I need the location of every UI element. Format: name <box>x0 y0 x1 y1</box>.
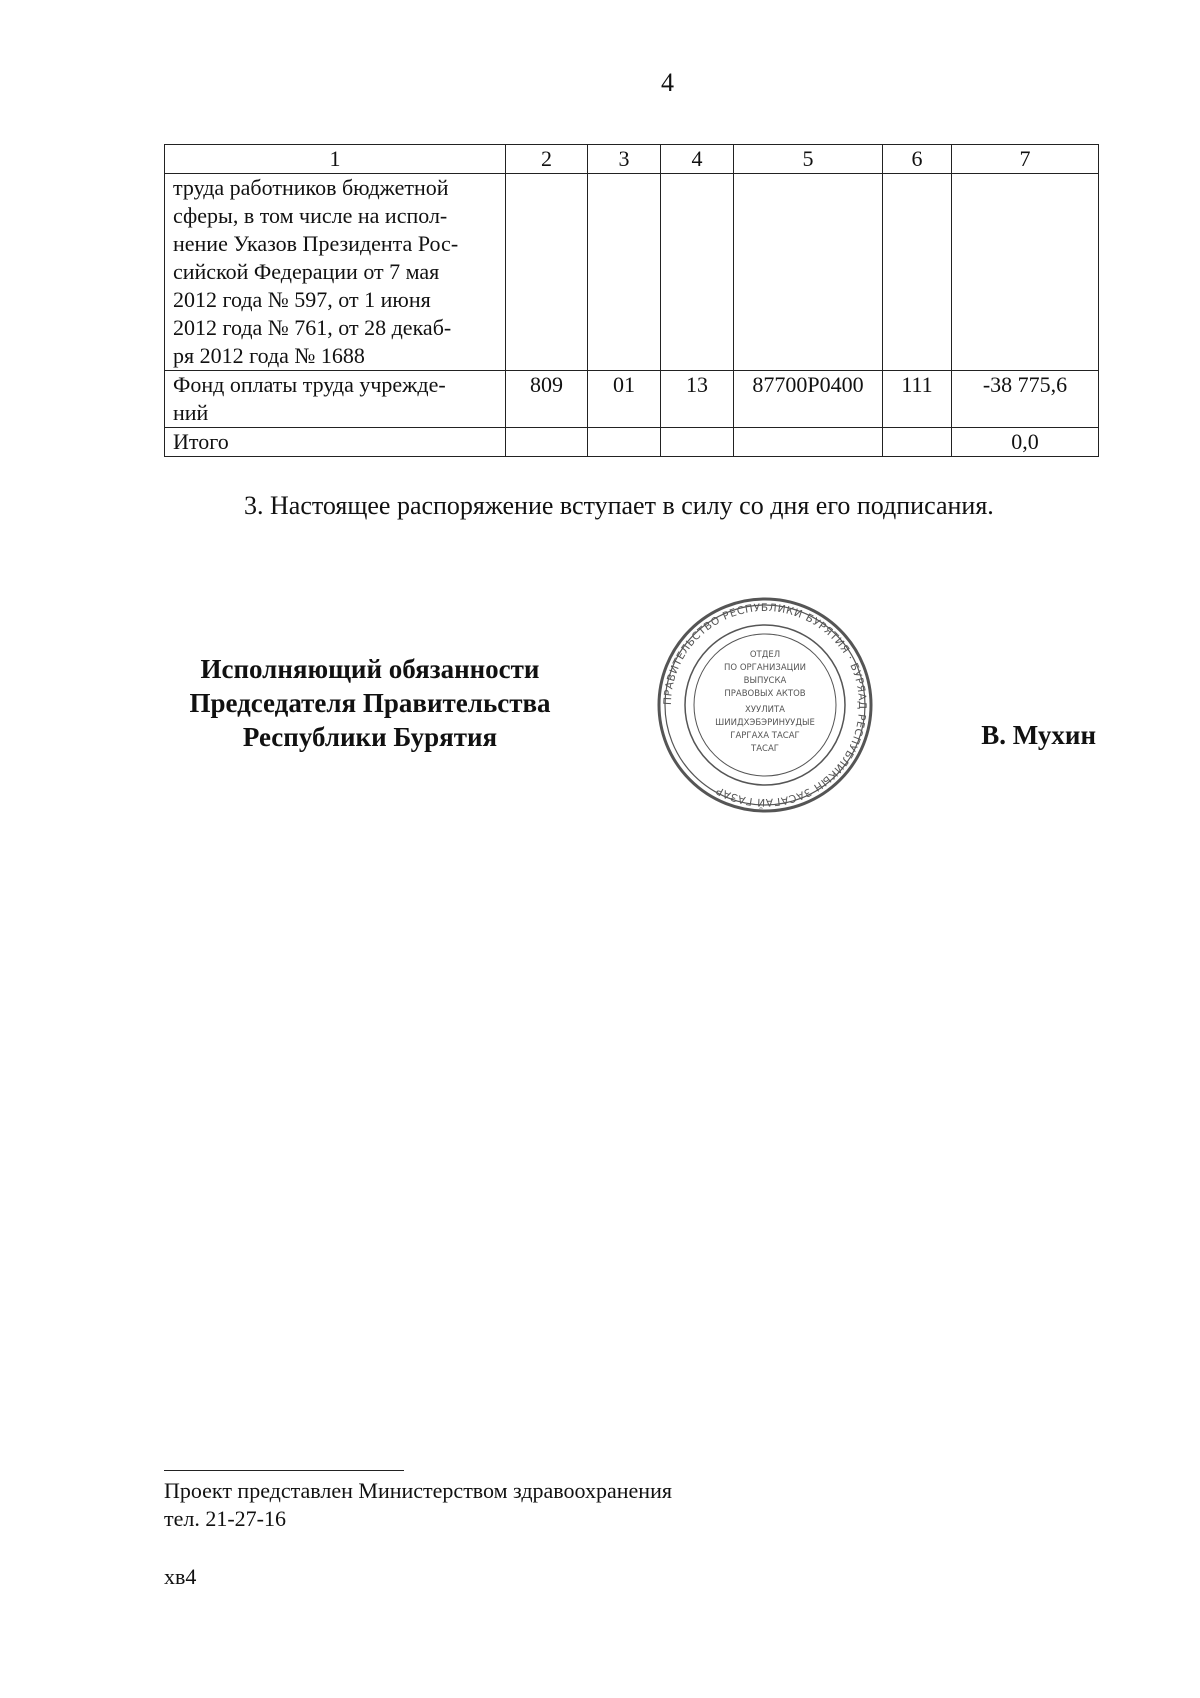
page-number: 4 <box>661 68 674 97</box>
document-code: хв4 <box>164 1564 197 1589</box>
table-cell-target-article: 87700Р0400 <box>734 371 883 428</box>
column-header: 4 <box>661 145 734 174</box>
footnote-divider <box>164 1470 404 1471</box>
row-description <box>165 174 506 371</box>
total-label <box>165 428 506 457</box>
official-seal-stamp <box>650 595 880 815</box>
seal-inner-line: ХУУЛИТА <box>745 705 785 715</box>
description-line: Итого <box>173 429 229 454</box>
table-cell <box>734 174 883 371</box>
table-cell <box>661 428 734 457</box>
seal-inner-line: ПРАВОВЫХ АКТОВ <box>724 689 806 699</box>
column-header: 3 <box>588 145 661 174</box>
column-header: 1 <box>165 145 506 174</box>
footnote <box>164 1477 672 1533</box>
table-cell <box>588 174 661 371</box>
table-cell-amount: -38 775,6 <box>952 371 1099 428</box>
description-line: 2012 года № 597, от 1 июня <box>173 287 431 312</box>
budget-table <box>164 144 1099 457</box>
column-header: 6 <box>883 145 952 174</box>
seal-inner-line: ТАСАГ <box>751 744 779 754</box>
table-row-total <box>165 428 1099 457</box>
column-header: 5 <box>734 145 883 174</box>
description-line: 2012 года № 761, от 28 декаб- <box>173 315 452 340</box>
description-line: труда работников бюджетной <box>173 175 449 200</box>
seal-inner-line: ГАРГАХА ТАСАГ <box>730 731 800 741</box>
signer-title-line: Председателя Правительства <box>189 688 551 718</box>
table-cell <box>883 428 952 457</box>
description-line: Фонд оплаты труда учрежде- <box>173 372 446 397</box>
clause-3-text: 3. Настоящее распоряжение вступает в силу со дня его подписания. <box>244 491 994 520</box>
table-cell <box>506 174 588 371</box>
table-cell-subsection: 13 <box>661 371 734 428</box>
description-line: сферы, в том числе на испол- <box>173 203 448 228</box>
description-line: ря 2012 года № 1688 <box>173 343 365 368</box>
signer-title-line: Республики Бурятия <box>242 722 498 752</box>
column-header: 7 <box>952 145 1099 174</box>
seal-inner-line: ПО ОРГАНИЗАЦИИ <box>724 663 806 673</box>
table-cell <box>734 428 883 457</box>
table-row <box>165 174 1099 371</box>
signer-title-line: Исполняющий обязанности <box>200 654 540 684</box>
table-cell-expense-type: 111 <box>883 371 952 428</box>
footnote-line: тел. 21-27-16 <box>164 1506 287 1531</box>
column-header: 2 <box>506 145 588 174</box>
table-cell <box>506 428 588 457</box>
description-line: сийской Федерации от 7 мая <box>173 259 440 284</box>
table-cell-section: 01 <box>588 371 661 428</box>
table-header-row <box>165 145 1099 174</box>
table-cell <box>661 174 734 371</box>
table-cell <box>952 174 1099 371</box>
footnote-line: Проект представлен Министерством здравоохранения <box>164 1478 672 1503</box>
description-line: ний <box>173 400 209 425</box>
table-cell-ministry-code: 809 <box>506 371 588 428</box>
seal-inner-line: ШИИДХЭБЭРИНУУДЫЕ <box>715 718 815 728</box>
table-row <box>165 371 1099 428</box>
table-cell <box>588 428 661 457</box>
row-description <box>165 371 506 428</box>
description-line: нение Указов Президента Рос- <box>173 231 459 256</box>
seal-inner-line: ВЫПУСКА <box>743 676 787 686</box>
signer-title <box>160 652 580 754</box>
signer-name: В. Мухин <box>981 720 1096 750</box>
seal-inner-line: ОТДЕЛ <box>749 650 781 660</box>
total-amount: 0,0 <box>952 428 1099 457</box>
table-cell <box>883 174 952 371</box>
seal-outer-text-path: ПРАВИТЕЛЬСТВО РЕСПУБЛИКИ БУРЯТИЯ · БУРЯАД РЕСПУБЛИКЫН ЗАСАГАЙ ГАЗАР <box>661 601 869 809</box>
